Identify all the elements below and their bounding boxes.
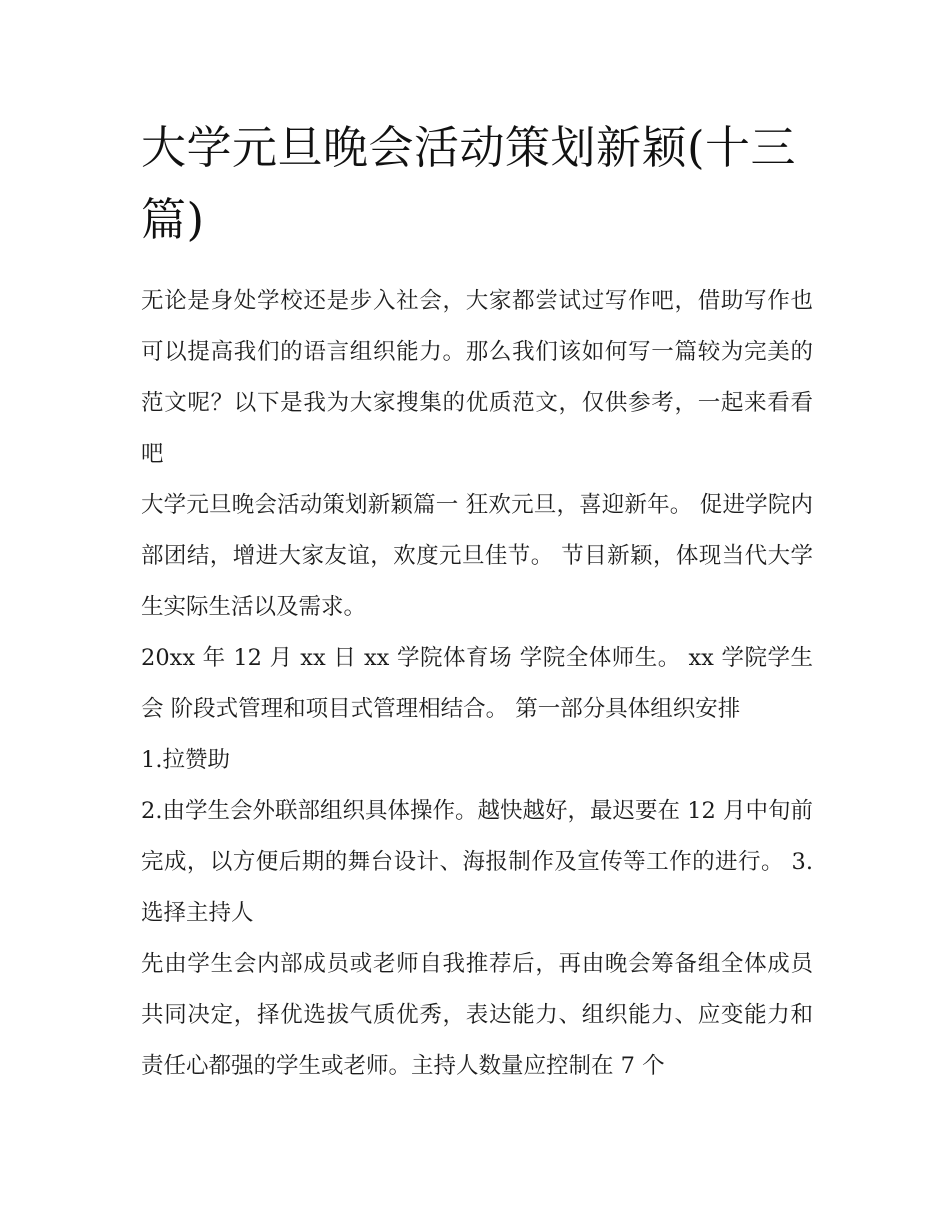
paragraph-part-one: 大学元旦晚会活动策划新颖篇一 狂欢元旦，喜迎新年。 促进学院内部团结，增进大家友谊，欢度元旦佳节。 节目新颖，体现当代大学生实际生活以及需求。 bbox=[141, 492, 813, 620]
document-title: 大学元旦晚会活动策划新颖(十三篇) bbox=[141, 121, 797, 246]
paragraph-host-selection: 先由学生会内部成员或老师自我推荐后，再由晚会筹备组全体成员共同决定，择优选拔气质优秀，表达能力、组织能力、应变能力和责任心都强的学生或老师。主持人数量应控制在 7 个 bbox=[141, 951, 813, 1079]
paragraph-list bbox=[141, 276, 813, 1092]
paragraph-sponsorship: 1.拉赞助 bbox=[141, 747, 230, 773]
paragraph-outreach: 2.由学生会外联部组织具体操作。越快越好，最迟要在 12 月中旬前完成，以方便后期的舞台设计、海报制作及宣传等工作的进行。 3.选择主持人 bbox=[141, 798, 813, 926]
document-body bbox=[141, 112, 813, 1092]
paragraph-intro: 无论是身处学校还是步入社会，大家都尝试过写作吧，借助写作也可以提高我们的语言组织能力。那么我们该如何写一篇较为完美的范文呢？以下是我为大家搜集的优质范文，仅供参考，一起来看看吧 bbox=[141, 288, 813, 467]
paragraph-time-place: 20xx 年 12 月 xx 日 xx 学院体育场 学院全体师生。 xx 学院学生会 阶段式管理和项目式管理相结合。 第一部分具体组织安排 bbox=[141, 645, 813, 722]
